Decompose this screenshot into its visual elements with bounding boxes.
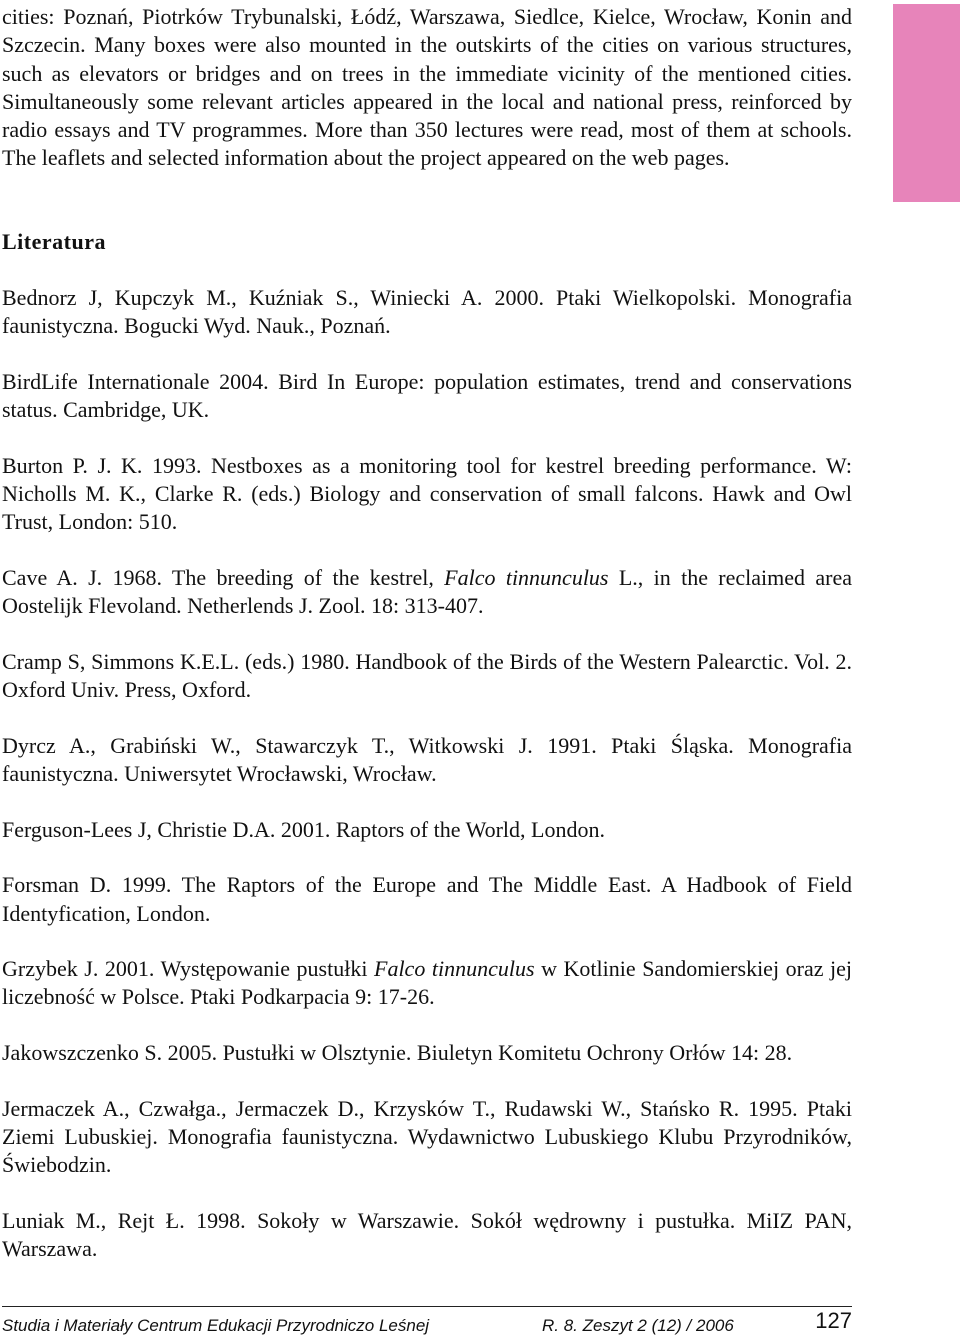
reference-item: BirdLife Internationale 2004. Bird In Europe: population estimates, trend and conservations status. Cambridge, UK. <box>2 368 852 423</box>
section-heading-literatura: Literatura <box>2 229 106 254</box>
reference-item: Forsman D. 1999. The Raptors of the Europe and The Middle East. A Hadbook of Field Identyfication, London. <box>2 872 852 926</box>
reference-item: Jermaczek A., Czwałga., Jermaczek D., Krzysków T., Rudawski W., Stańsko R. 1995. Ptaki Ziemi Lubuskiej. Monografia faunistyczna. Wydawnictwo Lubuskiego Klubu Przyrodników, Świebodzin. <box>2 1095 852 1178</box>
reference-item: Luniak M., Rejt Ł. 1998. Sokoły w Warszawie. Sokół wędrowny i pustułka. MiIZ PAN, Warszawa. <box>2 1207 852 1262</box>
page-edge-tab <box>893 4 960 202</box>
reference-list <box>2 284 852 1291</box>
intro-paragraph: cities: Poznań, Piotrków Trybunalski, Łódź, Warszawa, Siedlce, Kielce, Wrocław, Konin and Szczecin. Many boxes were also mounted in the outskirts of the cities on various structures, such as elevators or bridges and on trees in the immediate vicinity of the mentioned cities. Simultaneously some relevant articles appeared in the local and national press, reinforced by radio essays and TV programmes. More than 350 lectures were read, most of them at schools. The leaflets and selected information about the project appeared on the web pages. <box>2 4 852 171</box>
reference-item: Bednorz J, Kupczyk M., Kuźniak S., Winiecki A. 2000. Ptaki Wielkopolski. Monografia faunistyczna. Bogucki Wyd. Nauk., Poznań. <box>2 285 852 339</box>
footer-journal-title: Studia i Materiały Centrum Edukacji Przyrodniczo Leśnej <box>2 1316 430 1335</box>
reference-item: Burton P. J. K. 1993. Nestboxes as a monitoring tool for kestrel breeding performance. W: Nicholls M. K., Clarke R. (eds.) Biology and conservation of small falcons. Hawk and Owl Trust, London: 510. <box>2 452 852 535</box>
page-number: 127 <box>815 1308 852 1333</box>
page-footer <box>2 1306 852 1337</box>
footer-issue: R. 8. Zeszyt 2 (12) / 2006 <box>542 1316 734 1335</box>
reference-item: Jakowszczenko S. 2005. Pustułki w Olsztynie. Biuletyn Komitetu Ochrony Orłów 14: 28. <box>2 1040 793 1066</box>
reference-item: Ferguson-Lees J, Christie D.A. 2001. Raptors of the World, London. <box>2 816 605 842</box>
reference-item: Dyrcz A., Grabiński W., Stawarczyk T., Witkowski J. 1991. Ptaki Śląska. Monografia faunistyczna. Uniwersytet Wrocławski, Wrocław. <box>2 732 852 786</box>
reference-item: Grzybek J. 2001. Występowanie pustułki Falco tinnunculus w Kotlinie Sandomierskiej oraz jej liczebność w Polsce. Ptaki Podkarpacia 9: 17-26. <box>2 956 853 1010</box>
page-content <box>2 0 853 1262</box>
reference-item: Cave A. J. 1968. The breeding of the kestrel, Falco tinnunculus L., in the reclaimed area Oostelijk Flevoland. Netherlends J. Zool. 18: 313-407. <box>2 564 852 619</box>
reference-item: Cramp S, Simmons K.E.L. (eds.) 1980. Handbook of the Birds of the Western Palearctic. Vol. 2. Oxford Univ. Press, Oxford. <box>2 648 852 703</box>
